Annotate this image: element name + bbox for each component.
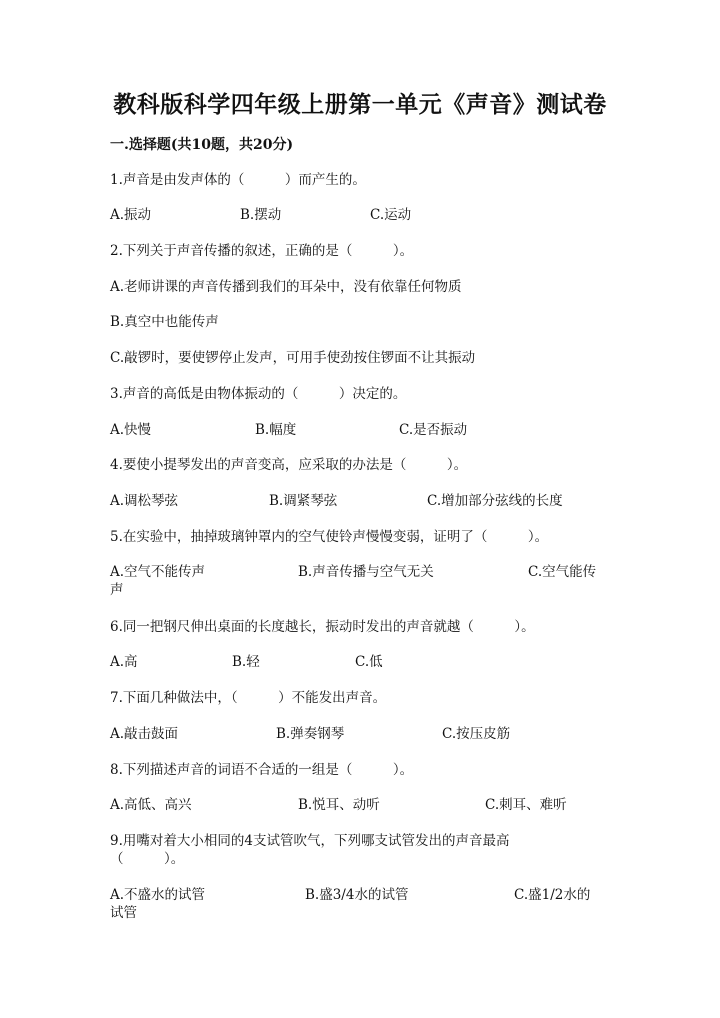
option-c: C.刺耳、难听 (485, 797, 567, 813)
option-c-wrap: 试管 (110, 905, 137, 921)
option-b: B.幅度 (255, 422, 297, 438)
section-heading: 一.选择题(共10题，共20分) (110, 137, 294, 153)
option-c: C.是否振动 (399, 422, 468, 438)
option-c: C.运动 (370, 207, 412, 223)
question-stem: 4.要使小提琴发出的声音变高，应采取的办法是（ ）。 (110, 457, 468, 473)
option-b: B.弹奏钢琴 (276, 726, 345, 742)
option-b: B.真空中也能传声 (110, 314, 219, 330)
option-c: C.盛1/2水的 (514, 887, 591, 903)
question-stem: 8.下列描述声音的词语不合适的一组是（ ）。 (110, 762, 414, 778)
option-c: C.空气能传 (528, 564, 597, 580)
option-b: B.调紧琴弦 (269, 493, 338, 509)
page-title: 教科版科学四年级上册第一单元《声音》测试卷 (113, 91, 607, 118)
option-b: B.轻 (232, 654, 260, 670)
question-stem: 6.同一把钢尺伸出桌面的长度越长，振动时发出的声音就越（ ）。 (110, 619, 535, 635)
option-a: A.老师讲课的声音传播到我们的耳朵中，没有依靠任何物质 (110, 279, 462, 295)
question-stem-cont: （ ）。 (110, 851, 185, 867)
option-c-wrap: 声 (110, 582, 124, 598)
option-c: C.敲锣时，要使锣停止发声，可用手使劲按住锣面不让其振动 (110, 350, 476, 366)
question-stem: 5.在实验中，抽掉玻璃钟罩内的空气使铃声慢慢变弱，证明了（ ）。 (110, 529, 549, 545)
question-stem: 9.用嘴对着大小相同的4支试管吹气，下列哪支试管发出的声音最高 (110, 833, 510, 849)
option-a: A.敲击鼓面 (110, 726, 179, 742)
question-stem: 2.下列关于声音传播的叙述，正确的是（ ）。 (110, 243, 414, 259)
option-a: A.空气不能传声 (110, 564, 206, 580)
option-b: B.摆动 (240, 207, 282, 223)
option-b: B.悦耳、动听 (298, 797, 380, 813)
option-a: A.高 (110, 654, 138, 670)
option-b: B.声音传播与空气无关 (298, 564, 434, 580)
question-stem: 7.下面几种做法中，（ ）不能发出声音。 (110, 690, 387, 706)
option-c: C.按压皮筋 (442, 726, 511, 742)
option-c: C.低 (355, 654, 383, 670)
option-c: C.增加部分弦线的长度 (427, 493, 563, 509)
option-a: A.快慢 (110, 422, 152, 438)
option-a: A.振动 (110, 207, 152, 223)
option-a: A.调松琴弦 (110, 493, 179, 509)
option-a: A.高低、高兴 (110, 797, 192, 813)
question-stem: 3.声音的高低是由物体振动的（ ）决定的。 (110, 386, 407, 402)
question-stem: 1.声音是由发声体的（ ）而产生的。 (110, 172, 366, 188)
option-b: B.盛3/4水的试管 (305, 887, 409, 903)
option-a: A.不盛水的试管 (110, 887, 206, 903)
